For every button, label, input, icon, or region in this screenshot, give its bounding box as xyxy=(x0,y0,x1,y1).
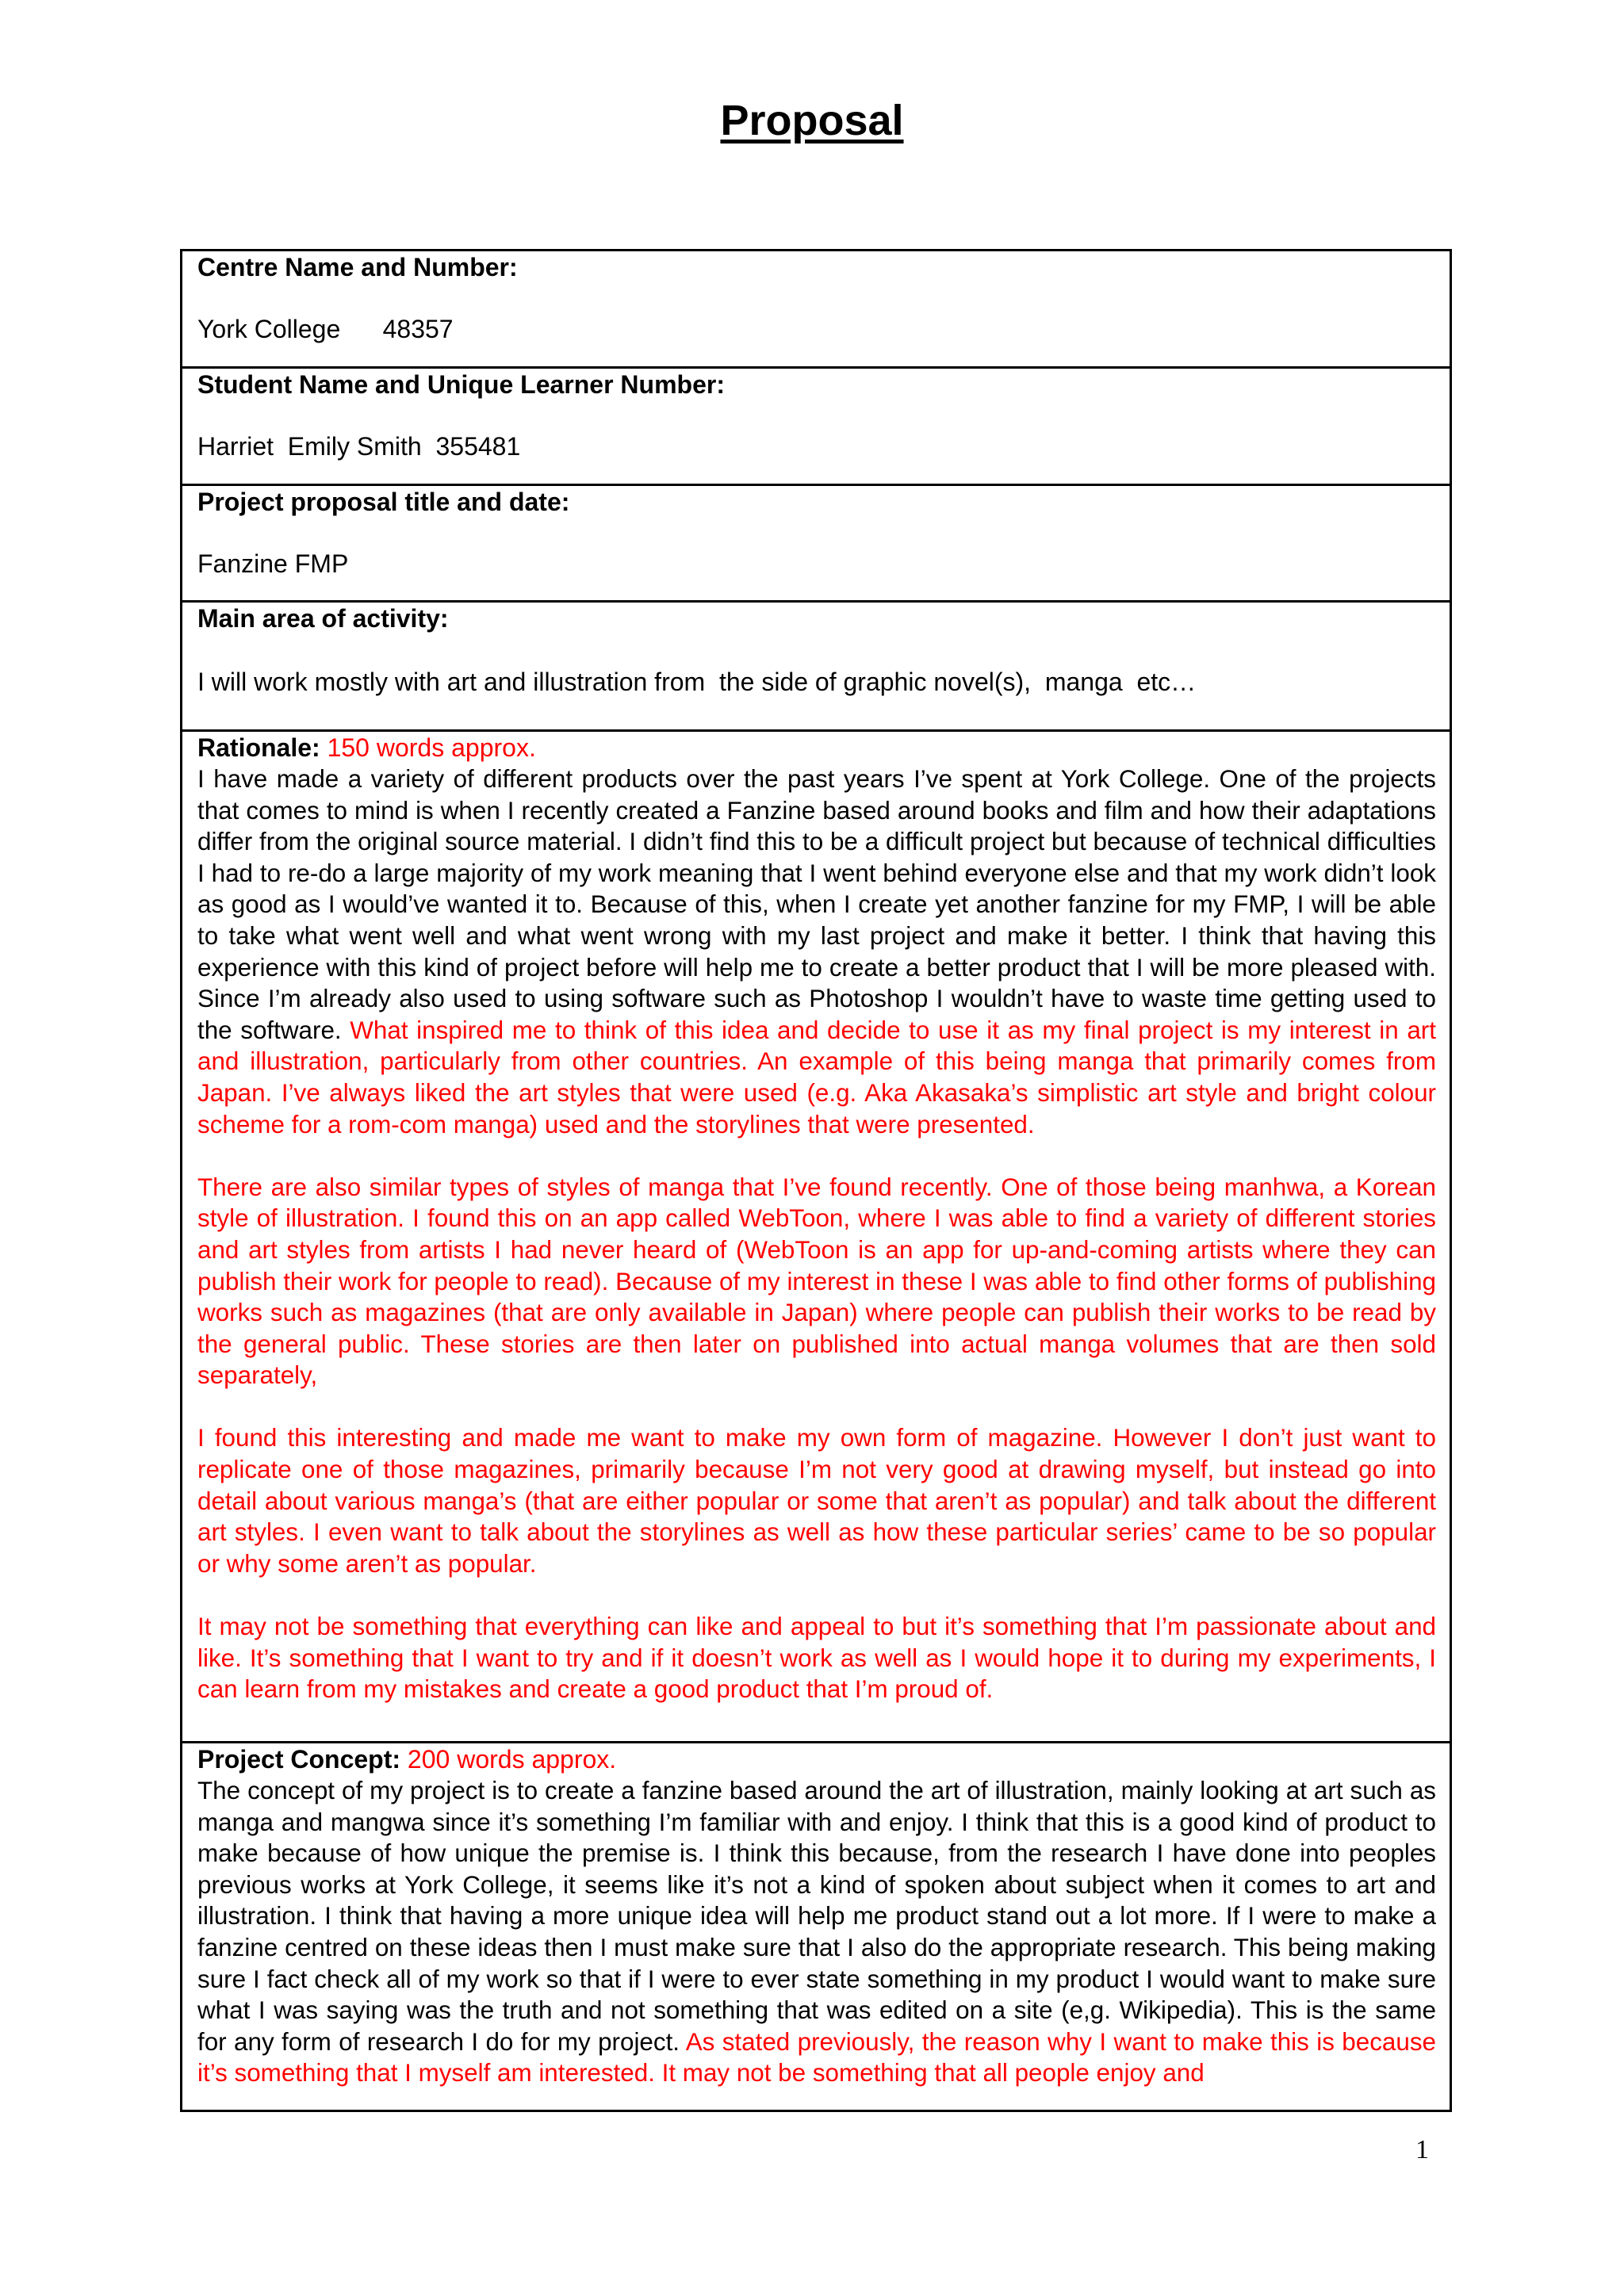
centre-section xyxy=(182,251,1450,366)
page-number: 1 xyxy=(1415,2135,1429,2164)
activity-value: I will work mostly with art and illustration from the side of graphic novel(s), manga etc… xyxy=(197,668,1197,696)
rationale-paragraph-2: There are also similar types of styles of manga that I’ve found recently. One of those being manhwa, a Korean style of illustration. I found this on an app called WebToon, where I was able to find a variety of different stories and art styles from artists I had never heard of (WebToon is an app for up-and-coming artists where they can publish their work for people to read). Because of my interest in these I was able to find other forms of publishing works such as magazines (that are only available in Japan) where people can publish their works to be read by the general public. These stories are then later on published into actual manga volumes that are then sold separately, xyxy=(197,1173,1436,1390)
project-title-value: Fanzine FMP xyxy=(197,549,349,578)
concept-paragraph-1-black: The concept of my project is to create a fanzine based around the art of illustration, mainly looking at art such as manga and mangwa since it’s something I’m familiar with and enjoy. I think that this is a good kind of product to make because of how unique the premise is. I think this because, from the research I have done into peoples previous works at York College, it seems like it’s not a kind of spoken about subject when it comes to art and illustration. I think that having a more unique idea will help me product stand out a lot more. If I were to make a fanzine centred on these ideas then I must make sure that I also do the appropriate research. This being making sure I fact check all of my work so that if I were to ever state something in my product I would want to make sure what I was saying was the truth and not something that was edited on a site (e,g. Wikipedia). This is the same for any form of research I do for my project. xyxy=(197,1777,1436,2056)
activity-section xyxy=(182,600,1450,729)
centre-value: York College 48357 xyxy=(197,315,454,343)
rationale-section xyxy=(182,729,1450,1741)
concept-label: Project Concept: xyxy=(197,1745,401,1774)
concept-heading xyxy=(197,1743,1436,1775)
concept-paragraph-1 xyxy=(197,1775,1436,2089)
rationale-paragraph-1-red: What inspired me to think of this idea and decide to use it as my final project is my interest in art and illustration, particularly from other countries. An example of this being manga that primarily comes from Japan. I’ve always liked the art styles that were used (e.g. Aka Akasaka’s simplistic art style and bright colour scheme for a rom-com manga) used and the storylines that were presented. xyxy=(197,1016,1436,1138)
paragraph-gap xyxy=(197,1391,1436,1423)
proposal-form xyxy=(180,249,1452,2112)
paragraph-gap xyxy=(197,1579,1436,1611)
concept-paragraph-1-red: As stated previously, the reason why I want to make this is because it’s something that I myself am interested. It may not be something that all people enjoy and xyxy=(197,2027,1436,2087)
paragraph-gap xyxy=(197,1140,1436,1172)
student-section xyxy=(182,366,1450,484)
project-title-section xyxy=(182,484,1450,600)
project-title-label: Project proposal title and date: xyxy=(197,488,570,516)
rationale-paragraph-4: It may not be something that everything can like and appeal to but it’s something that I’m passionate about and like. It’s something that I want to try and if it doesn’t work as well as I would hope it to during my experiments, I can learn from my mistakes and create a good product that I’m proud of. xyxy=(197,1613,1436,1704)
concept-word-count-note: 200 words approx. xyxy=(407,1745,617,1774)
concept-section xyxy=(182,1741,1450,2112)
rationale-paragraph-3: I found this interesting and made me want to make my own form of magazine. However I don’t just want to replicate one of those magazines, primarily because I’m not very good at drawing myself, but instead go into detail about various manga’s (that are either popular or some that aren’t as popular) and talk about the different art styles. I even want to talk about the storylines as well as how these particular series’ came to be so popular or why some aren’t as popular. xyxy=(197,1424,1436,1578)
student-value: Harriet Emily Smith 355481 xyxy=(197,432,521,461)
centre-label: Centre Name and Number: xyxy=(197,253,518,281)
activity-label: Main area of activity: xyxy=(197,604,449,633)
rationale-word-count-note: 150 words approx. xyxy=(327,733,536,762)
rationale-label: Rationale: xyxy=(197,733,320,762)
rationale-paragraph-1-black: I have made a variety of different products over the past years I’ve spent at York College. One of the projects that comes to mind is when I recently created a Fanzine based around books and film and how their adaptations differ from the original source material. I didn’t find this to be a difficult project but because of technical difficulties I had to re-do a large majority of my work meaning that I went behind everyone else and that my work didn’t look as good as I would’ve wanted it to. Because of this, when I create yet another fanzine for my FMP, I will be able to take what went well and what went wrong with my last project and make it better. I think that having this experience with this kind of project before will help me to create a better product that I will be more pleased with. Since I’m already also used to using software such as Photoshop I wouldn’t have to waste time getting used to the software. xyxy=(197,765,1436,1044)
student-label: Student Name and Unique Learner Number: xyxy=(197,370,725,399)
rationale-heading xyxy=(197,732,1436,763)
page-title: Proposal xyxy=(720,97,904,144)
rationale-paragraph-1 xyxy=(197,763,1436,1140)
